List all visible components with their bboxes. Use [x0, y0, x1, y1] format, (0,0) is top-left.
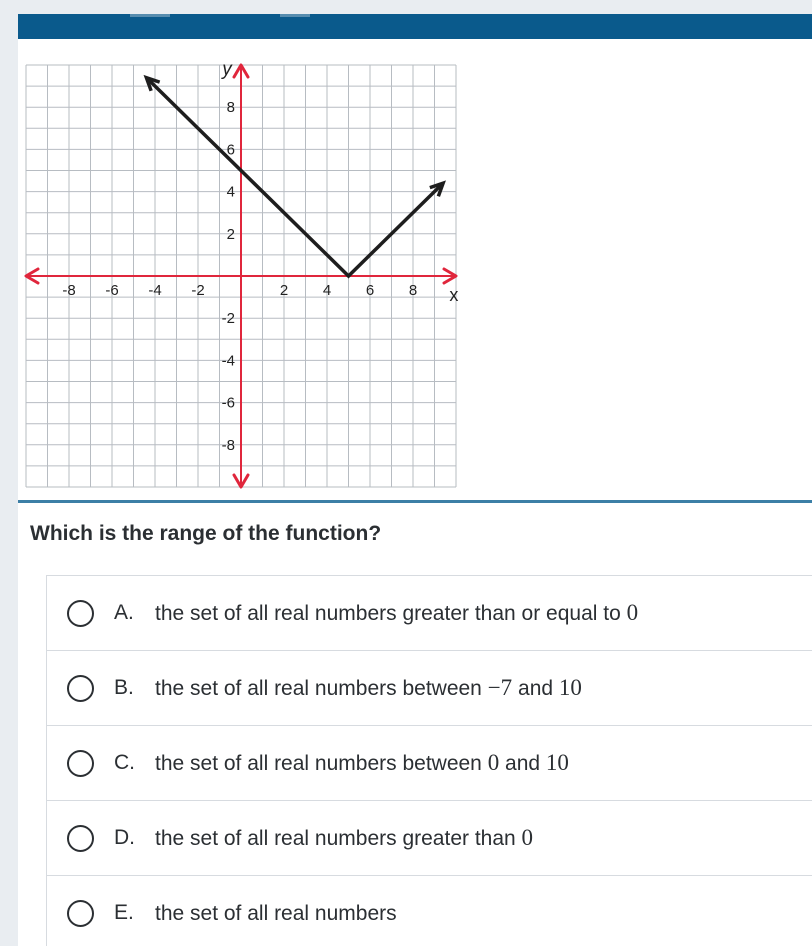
x-axis-label: x	[449, 285, 459, 305]
section-divider	[18, 500, 812, 503]
x-tick-label: 6	[365, 282, 375, 299]
choice-letter: B.	[114, 676, 134, 699]
radio-button[interactable]	[67, 825, 94, 852]
y-tick-label: 2	[226, 225, 235, 243]
y-tick-label: 4	[226, 183, 235, 201]
y-tick-label: 8	[226, 99, 235, 117]
x-tick-label: 2	[279, 282, 289, 299]
choice-words: the set of all real numbers	[155, 902, 397, 925]
y-axis-label: y	[222, 59, 232, 81]
x-tick-label: -4	[148, 282, 162, 299]
choice-math: 0	[626, 600, 639, 625]
choice-math: 0	[487, 750, 500, 775]
choice-text	[155, 825, 533, 851]
banner-clipped-text	[130, 14, 170, 17]
choice-words: the set of all real numbers between	[155, 677, 488, 700]
choice-text	[155, 750, 569, 776]
choice-words: and	[499, 752, 546, 775]
choice-math: 0	[521, 825, 534, 850]
graph-svg	[22, 53, 460, 499]
radio-button[interactable]	[67, 750, 94, 777]
choice-math: 10	[558, 675, 582, 700]
x-tick-label: -8	[62, 282, 76, 299]
radio-button[interactable]	[67, 600, 94, 627]
x-tick-label: -2	[191, 282, 205, 299]
x-tick-label: 4	[322, 282, 332, 299]
choice-letter: A.	[114, 601, 134, 624]
banner-clipped-text	[280, 14, 310, 17]
answer-choices	[46, 575, 812, 946]
x-tick-label: 8	[408, 282, 418, 299]
choice-words: the set of all real numbers between	[155, 752, 488, 775]
choice-c[interactable]	[47, 726, 812, 801]
choice-words: the set of all real numbers greater than or equal to	[155, 602, 627, 625]
y-tick-label: -8	[221, 436, 235, 454]
function-graph	[22, 53, 460, 499]
choice-b[interactable]	[47, 651, 812, 726]
y-tick-label: -2	[221, 310, 235, 328]
choice-d[interactable]	[47, 801, 812, 876]
choice-letter: C.	[114, 751, 135, 774]
radio-button[interactable]	[67, 675, 94, 702]
choice-letter: E.	[114, 901, 134, 924]
choice-e[interactable]	[47, 876, 812, 946]
tick-labels	[62, 59, 458, 454]
y-tick-label: 6	[226, 141, 235, 159]
header-banner	[18, 14, 812, 39]
choice-text	[155, 600, 638, 626]
choice-text	[155, 900, 397, 926]
choice-letter: D.	[114, 826, 135, 849]
question-panel	[18, 14, 812, 946]
y-tick-label: -4	[221, 352, 235, 370]
choice-math: 10	[545, 750, 569, 775]
choice-math: −7	[487, 675, 513, 700]
radio-button[interactable]	[67, 900, 94, 927]
choice-a[interactable]	[47, 576, 812, 651]
choice-words: and	[512, 677, 559, 700]
choice-words: the set of all real numbers greater than	[155, 827, 522, 850]
x-tick-label: -6	[105, 282, 119, 299]
choice-text	[155, 675, 582, 701]
question-prompt: Which is the range of the function?	[30, 522, 382, 545]
y-tick-label: -6	[221, 394, 235, 412]
